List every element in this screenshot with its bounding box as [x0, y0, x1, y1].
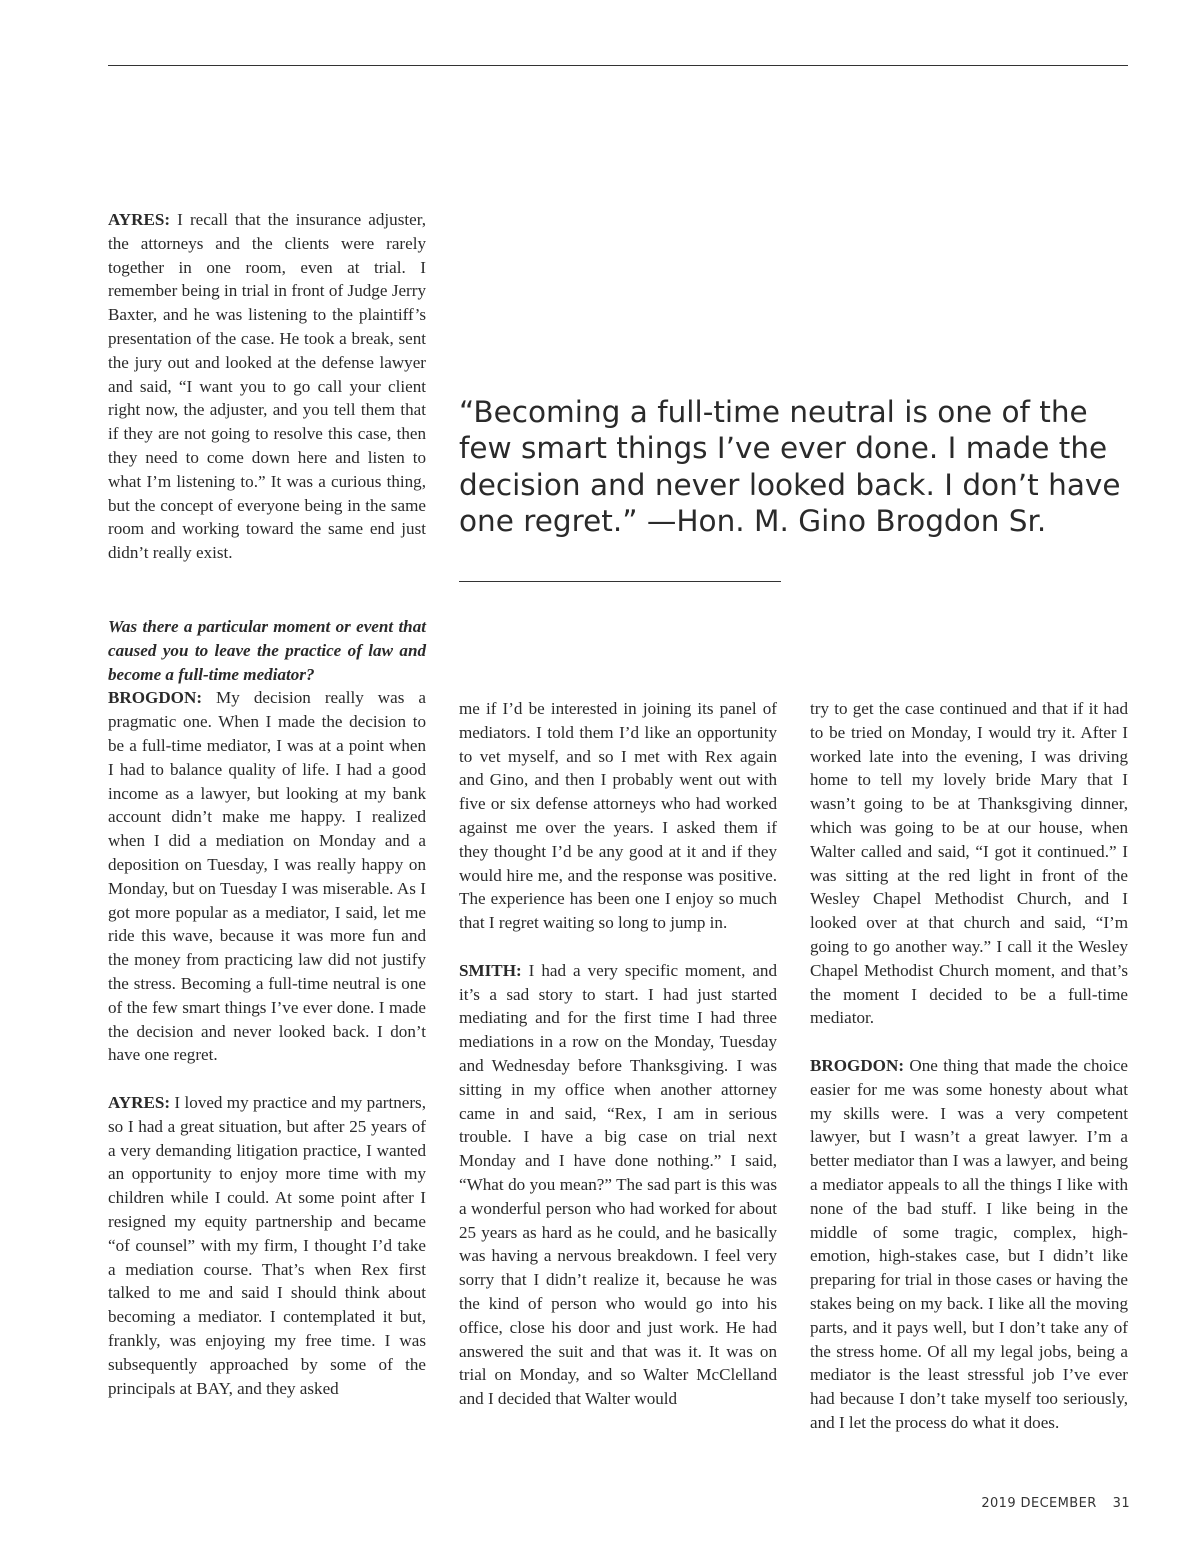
speaker-label: AYRES:: [108, 210, 171, 229]
paragraph-brogdon-2: [810, 1054, 1128, 1435]
issue-label: 2019 DECEMBER: [981, 1496, 1097, 1511]
paragraph-text: I recall that the insurance adjuster, the attorneys and the clients were rarely together in one room, even at trial. I remember being in trial in front of Judge Jerry Baxter, and he was listening to the plaintiff’s presentation of the case. He took a break, sent the jury out and looked at the defense lawyer and said, “I want you to go call your client right now, the adjuster, and you tell them that if they are not going to resolve this case, then they need to come down here and listen to what I’m listening to.” It was a curious thing, but the concept of everyone being in the same room and working toward the same end just didn’t really exist.: [108, 210, 426, 563]
paragraph-ayres-2: [108, 1091, 426, 1400]
column-2: [459, 697, 777, 1411]
paragraph-ayres-1: [108, 208, 426, 565]
interview-question: Was there a particular moment or event that caused you to leave the practice of law and become a full-time mediator?: [108, 617, 426, 684]
paragraph-ayres-continued: me if I’d be interested in joining its panel of mediators. I told them I’d like an opportunity to vet myself, and so I met with Rex again and Gino, and then I probably went out with five or six defense attorneys who had worked against me over the years. I asked them if they thought I’d be any good at it and if they would hire me, and the response was positive. The experience has been one I enjoy so much that I regret waiting so long to jump in.: [459, 699, 777, 933]
column-3: [810, 697, 1128, 1435]
column-1-top: [108, 208, 426, 565]
page-footer: [981, 1496, 1130, 1511]
paragraph-smith: [459, 959, 777, 1411]
pull-quote: “Becoming a full-time neutral is one of the few smart things I’ve ever done. I made the decision and never looked back. I don’t have one regret.” —Hon. M. Gino Brogdon Sr.: [459, 395, 1121, 538]
paragraph-text: I had a very specific moment, and it’s a sad story to start. I had just started mediating and for the first time I had three mediations in a row on the Monday, Tuesday and Wednesday before Thanksgiving. I was sitting in my office when another attorney came in and said, “Rex, I am in serious trouble. I have a big case on trial next Monday and I have done nothing.” I said, “What do you mean?” The sad part is this was a wonderful person who had worked for about 25 years as hard as he could, and he basically was having a nervous breakdown. I feel very sorry that I didn’t realize it, because he was the kind of person who would go into his office, close his door and just work. He had answered the suit and that was it. It was on trial on Monday, and so Walter McClelland and I decided that Walter would: [459, 960, 777, 1409]
pull-quote-rule: [459, 581, 781, 582]
speaker-label: SMITH:: [459, 960, 522, 980]
paragraph-text: My decision really was a pragmatic one. When I made the decision to be a full-time mediator, I was at a point when I had to balance quality of life. I had a good income as a lawyer, but looking at my bank account didn’t make me happy. I realized when I did a mediation on Monday and a deposition on Tuesday, I was really happy on Monday, but on Tuesday I was miserable. As I got more popular as a mediator, I said, let me ride this wave, because it was more fun and the money from practicing law did not justify the stress. Becoming a full-time neutral is one of the few smart things I’ve ever done. I made the decision and never looked back. I don’t have one regret.: [108, 688, 426, 1065]
paragraph-text: I loved my practice and my partners, so I had a great situation, but after 25 years of a very demanding litigation practice, I wanted an opportunity to enjoy more time with my children while I could. At some point after I resigned my equity partnership and became “of counsel” with my firm, I thought I’d take a mediation course. That’s when Rex first talked to me and said I should think about becoming a mediator. I contemplated it but, frankly, was enjoying my free time. I was subsequently approached by some of the principals at BAY, and they asked: [108, 1092, 426, 1398]
column-1-bottom: [108, 615, 426, 1400]
speaker-label: AYRES:: [108, 1092, 171, 1112]
page-number: 31: [1112, 1496, 1130, 1511]
question-block: [108, 615, 426, 1067]
speaker-label: BROGDON:: [108, 688, 203, 708]
paragraph-text: One thing that made the choice easier for me was some honesty about what my skills were. I was a very competent lawyer, but I wasn’t a great lawyer. I’m a better mediator than I was a lawyer, and being a mediator appeals to all the things I like with none of the bad stuff. I like being in the middle of some tragic, complex, high-emotion, high-stakes case, but I didn’t like preparing for trial in those cases or having the stakes being on my back. I like all the moving parts, and it pays well, but I don’t take any of the stress home. Of all my legal jobs, being a mediator is the least stressful job I’ve ever had because I don’t take myself too seriously, and I let the process do what it does.: [810, 1055, 1128, 1432]
speaker-label: BROGDON:: [810, 1055, 905, 1075]
top-rule: [108, 65, 1128, 66]
paragraph-smith-continued: try to get the case continued and that if it had to be tried on Monday, I would try it. After I worked late into the evening, I was driving home to tell my lovely bride Mary that I wasn’t going to be at Thanksgiving dinner, which was going to be at our house, when Walter called and said, “I got it continued.” I was sitting at the red light in front of the Wesley Chapel Methodist Church, and I looked over at that church and said, “I’m going to go another way.” I call it the Wesley Chapel Methodist Church moment, and that’s the moment I decided to be a full-time mediator.: [810, 699, 1128, 1028]
